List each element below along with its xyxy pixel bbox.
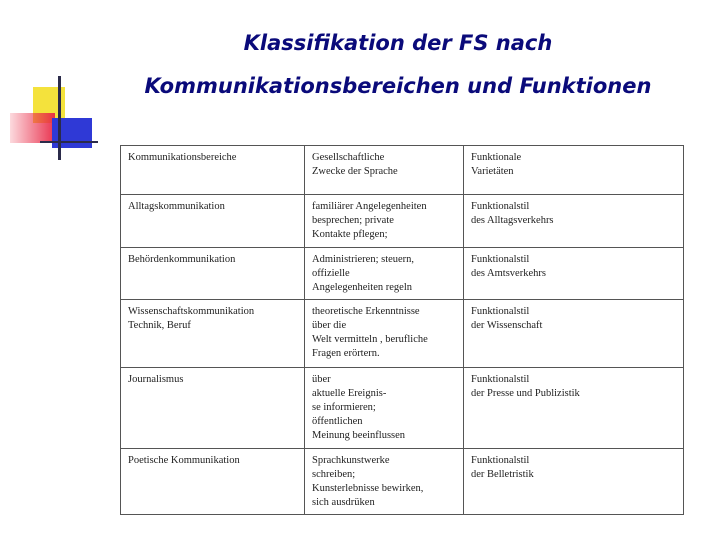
decorative-vertical-line (58, 76, 61, 160)
cell-text: familiärer Angelegenheiten besprechen; private Kontakte pflegen; (312, 201, 427, 240)
table-row (121, 449, 684, 515)
table-cell-bereich (121, 195, 305, 248)
cell-text: Funktionalstil des Amtsverkehrs (471, 254, 546, 279)
cell-text: Gesellschaftliche Zwecke der Sprache (312, 152, 398, 177)
table-cell-bereich (121, 300, 305, 368)
table-cell-zweck (305, 146, 464, 195)
table-cell-bereich (121, 449, 305, 515)
table-cell-variante (464, 300, 684, 368)
table-row (121, 248, 684, 300)
table-row (121, 146, 684, 195)
table-cell-zweck (305, 195, 464, 248)
table-cell-zweck (305, 449, 464, 515)
decorative-red-square (10, 113, 55, 143)
table-row (121, 368, 684, 449)
cell-text: Funktionalstil der Wissenschaft (471, 306, 543, 331)
table-cell-zweck (305, 368, 464, 449)
cell-text: Alltagskommunikation (128, 201, 225, 212)
table-cell-variante (464, 146, 684, 195)
table-cell-variante (464, 368, 684, 449)
cell-text: Funktionale Varietäten (471, 152, 522, 177)
slide-title-line1: Klassifikation der FS nach (243, 31, 553, 55)
table-row (121, 195, 684, 248)
cell-text: theoretische Erkenntnisse über die Welt vermitteln , berufliche Fragen erörtern. (312, 306, 428, 359)
table-cell-variante (464, 195, 684, 248)
table-cell-zweck (305, 248, 464, 300)
decorative-horizontal-line (40, 141, 98, 143)
table-cell-zweck (305, 300, 464, 368)
cell-text: Wissenschaftskommunikation Technik, Beruf (128, 306, 255, 331)
slide-title-line2: Kommunikationsbereichen und Funktionen (144, 74, 652, 98)
cell-text: Funktionalstil des Alltagsverkehrs (471, 201, 554, 226)
table-cell-bereich (121, 248, 305, 300)
cell-text: Kommunikationsbereiche (128, 152, 237, 163)
classification-table (120, 145, 684, 515)
cell-text: Journalismus (128, 374, 184, 385)
table-cell-variante (464, 248, 684, 300)
cell-text: Poetische Kommunikation (128, 455, 240, 466)
table-cell-bereich (121, 368, 305, 449)
cell-text: über aktuelle Ereignis- se informieren; öffentlichen Meinung beeinflussen (312, 374, 406, 441)
table-cell-variante (464, 449, 684, 515)
table-row (121, 300, 684, 368)
table-cell-bereich (121, 146, 305, 195)
cell-text: Behördenkommunikation (128, 254, 236, 265)
cell-text: Sprachkunstwerke schreiben; Kunsterlebnisse bewirken, sich ausdrüken (312, 455, 424, 508)
cell-text: Funktionalstil der Belletristik (471, 455, 534, 480)
cell-text: Funktionalstil der Presse und Publizistik (471, 374, 580, 399)
cell-text: Administrieren; steuern, offizielle Angelegenheiten regeln (312, 254, 415, 293)
